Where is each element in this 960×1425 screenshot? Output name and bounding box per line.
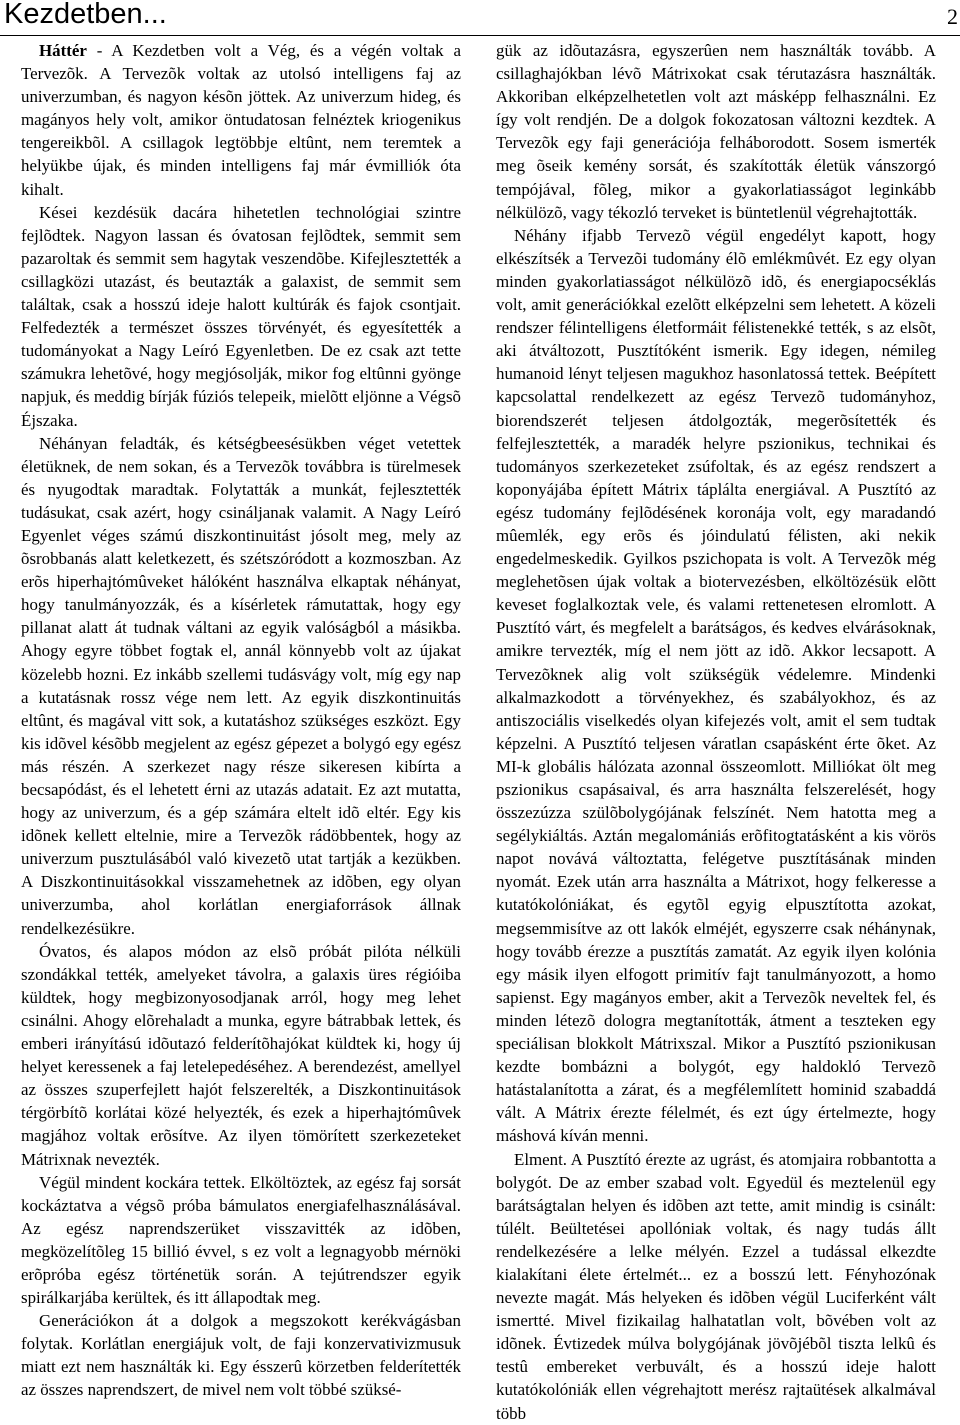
right-column (496, 39, 936, 1423)
paragraph-continued: gük az idõutazásra, egyszerûen nem használták tovább. A csillaghajókban lévõ Mátrixokat csak térutazásra használták. Akkoriban elképzelhetetlen volt azt másképp felhasználni. Ez így volt rendjén. De a dolgok fokozatosan változni kezdtek. A Tervezõk egy faji generációja felháborodott. Sosem ismerték meg õseik kemény sorsát, és szakították életük vánszorgó tempójával, fõleg, mikor a gyakorlatiasságot leginkább nélkülözõ, vagy tékozló terveket is büntetlenül végrehajtották. (496, 41, 936, 222)
paragraph: Óvatos, és alapos módon az elsõ próbát pilóta nélküli szondákkal tették, amelyeket távolra, a galaxis üres régióiba küldtek, hogy megbizonyosodjanak arról, hogy meg lehet csinálni. Ahogy elõrehaladt a munka, egyre bátrabbak lettek, és emberi irányítású idõutazó felderítõhajókat küldtek ki, hogy új helyet keressenek a faj letelepedéséhez. A berendezést, amellyel az összes szuperfejlett hajót felszerelték, a Diszkontinuitások térgörbítõ korlátai közé helyezték, és ezek a hiperhajtómûvek magjához voltak erõsítve. Az ilyen tömörített szerkezeteket Mátrixnak nevezték. (21, 941, 461, 1169)
paragraph: Néhány ifjabb Tervezõ végül engedélyt kapott, hogy elkészítsék a Tervezõi tudomány élõ emlékmûvét. Ez egy olyan minden gyakorlatiasságot nélkülözõ idõ, és energiapocséklás volt, amit generációkkal ezelõtt elképzelni sem lehetett. A közeli rendszer félintelligens életformáit félistenekké tették, s az elsõt, aki átváltozott, Pusztítóként ismerik. Egy idegen, némileg humanoid lényt teljesen magukhoz hasonlatossá tettek. Beépített kapcsolattal rendelkezett az egész Tervezõ tudományhoz, biorendszerét teljesen átdolgozták, megerõsítették és felfejlesztették, a maradék helyre pszionikus, technikai és tudományos szerkezeteket zsúfoltak, és az egész rendszert a koponyájába épített Mátrix táplálta energiával. A Pusztító az egész tudomány fejlõdésének koronája volt, egy maradandó mûemlék, egy erõs és jóindulatú félisten, aki nekik engedelmeskedik. Gyilkos pszichopata is volt. A Tervezõk még meglehetõsen újak voltak a biotervezésben, elköltözésük elõtt keveset foglalkoztak vele, és valami rettenetesen elromlott. A Pusztító várt, és megfelelt a barátságos, és kedves elvárásoknak, amikre tervezték, míg el nem jött az idõ. Akkor lecsapott. A Tervezõknek alig volt szükségük védelemre. Mindenki alkalmazkodott a törvényekhez, és szabályokhoz, és az antiszociális viselkedés olyan kifejezés volt, amit el sem tudtak képzelni. A Pusztító teljesen váratlan csapásként érte õket. Az MI-k globális hálózata azonnal összeomlott. Milliókat ölt meg pszionikus csapásaival, és arra használta felszerelését, hogy összezúzza szülõbolygójának felszínét. Nem hatotta meg a segélykiáltás. Aztán megalomániás erõfitogtatásként a kis vörös napot novává változtatta, felégetve pusztításának minden nyomát. Ezek után arra használta a Mátrixot, hogy felkeresse a kutatókolóniákat, és egytõl egyig elpusztította azokat, megsemmisítve az ott lakók elméjét, egyszerre csak néhánynak, hogy tovább érezze a pusztítás zamatát. Az egyik ilyen kolónia egy másik ilyen elfogott primitív fajt tanulmányozott, a homo sapienst. Egy magányos ember, akit a Tervezõk neveltek fel, és minden létezõ dologra megtanították, átment a teszteken egy speciálisan blokkolt Mátrixszal. Mikor a Pusztító pszionikusan kezdte bombázni a bolygót, egy haldokló Tervezõ hatástalanította a zárat, és a megfélemlített hominid szabaddá vált. A Mátrix érezte félelmét, és ezt úgy értelmezte, hogy máshová kíván menni. (496, 225, 936, 1146)
paragraph: Néhányan feladták, és kétségbeesésükben véget vetettek életüknek, de nem sokan, és a Tervezõk továbbra is türelmesek és nyugodtak maradtak. Folytatták a munkát, fejlesztették tudásukat, csak azért, hogy csináljanak valamit. A Nagy Leíró Egyenlet véges számú diszkontinuitást jósolt meg, mely az õsrobbanás alatt keletkezett, és szétszóródott a kozmoszban. Az erõs hiperhajtómûveket hálóként használva elkaptak néhányat, hogy tanulmányozzák, és a kísérletek rámutattak, hogy egy pillanat alatt át tudnak váltani az egyik valóságból a másikba. Ahogy egyre többet fogtak el, annál könnyebb volt az újakat közelebb hozni. Ez inkább szellemi tudásvágy volt, míg egy nap a kutatásnak rossz vége nem lett. Az egyik diszkontinuitás eltûnt, és magával vitt sok, a kutatáshoz szükséges eszközt. Egy kis idõvel késõbb megjelent az egész gépezet a bolygó egy egész más részén. A szerkezet nagy része sikeresen kibírta a becsapódást, és el lehetett érni az utazás adatait. Ez azt mutatta, hogy az univerzum, és a gép számára eltelt idõ eltér. Egy kis idõnek kellett eltelnie, mire a Tervezõk rádöbbentek, hogy az univerzum pusztulásából való kivezetõ utat tartják a kezükben. A Diszkontinuitásokkal visszamehetnek az idõben, egy olyan univerzumba, ahol korlátlan energiaforrások állnak rendelkezésükre. (21, 433, 461, 938)
page-title: Kezdetben... (4, 0, 167, 30)
paragraph: Kései kezdésük dacára hihetetlen technológiai szintre fejlõdtek. Nagyon lassan és óvatosan fejlõdtek, semmit sem pazaroltak és semmit sem hagytak veszendõbe. Kifejlesztették a csillagközi utazást, és beutazták a galaxist, de semmit sem találtak, csak a hosszú ideje halott kultúrák és fajok csontjait. Felfedezték a természet összes törvényét, és egyesítették a tudományokat a Nagy Leíró Egyenletben. De ez csak azt tette számukra lehetõvé, hogy megjósolják, mikor fog eltûnni gyönge napjuk, és meddig bírják fúziós telepeik, mielõtt eljönne a Végsõ Éjszaka. (21, 202, 461, 430)
paragraph: Elment. A Pusztító érezte az ugrást, és atomjaira robbantotta a bolygót. De az ember szabad volt. Egyedül és meztelenül egy barátságtalan helyen és idõben azt tette, amit mindig is csinált: túlélt. Beültetései apollóniak voltak, és nagy tudás állt rendelkezésére a lelke mélyén. Ezzel a tudással elkezdte kialakítani élete értelmét... ez a bosszú lett. Fényhozónak nevezte magát. Más helyeken és idõben végül Luciferként vált ismertté. Mivel fizikailag halhatatlan volt, bõvében volt az idõnek. Évtizedek múlva bolygójának jövõjébõl tiszta lelkû és testû embereket verbuvált, és a hosszú ideje halott kutatókolóniák ellen végrehajtott merész rajtaütések alkalmával több (496, 1149, 936, 1423)
section-lead: Háttér (39, 41, 87, 60)
paragraph: Generációkon át a dolgok a megszokott kerékvágásban folytak. Korlátlan energiájuk volt, de faji konzervativizmusuk miatt ezt nem használták ki. Egy ésszerû körzetben felderítették az összes naprendszert, de mivel nem volt többé szüksé- (21, 1311, 461, 1400)
paragraph-text: - A Kezdetben volt a Vég, és a végén voltak a Tervezõk. A Tervezõk voltak az utolsó intelligens faj az univerzumban, és nagyon késõn jöttek. Az univerzum hideg, és magányos hely volt, amikor öntudatosan felnéztek kriogenikus tengereikbõl. A csillagok legtöbbje eltûnt, nem teremtek a helyükbe újak, és minden intelligens faj már évmilliók óta kihalt. (21, 41, 461, 199)
paragraph: Végül mindent kockára tettek. Elköltöztek, az egész faj sorsát kockáztatva a végsõ próba bámulatos energiafelhasználásával. Az egész naprendszerüket visszavitték az idõben, megközelítõleg 15 billió évvel, s ez volt a legnagyobb mérnöki erõpróba egész történetük során. A tejútrendszer egyik spirálkarjába kerültek, és itt állapodtak meg. (21, 1172, 461, 1308)
page-number: 2 (947, 4, 958, 29)
paragraph-intro (21, 39, 461, 201)
page-header (0, 0, 960, 36)
left-column (21, 39, 461, 1399)
